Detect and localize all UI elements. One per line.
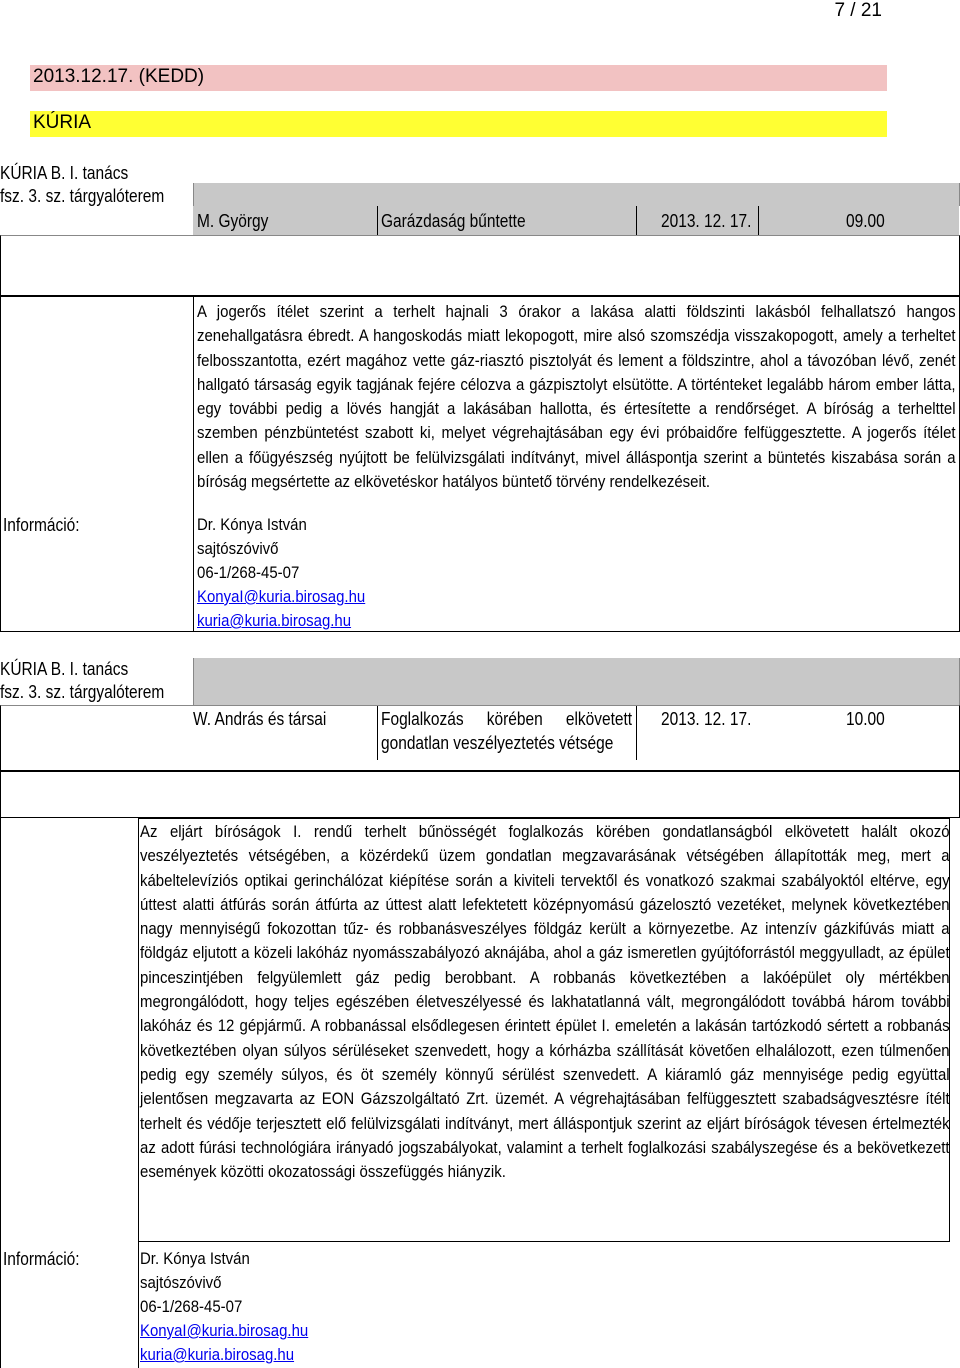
case-time: 09.00 <box>846 211 885 231</box>
case-date: 2013. 12. 17. <box>661 709 752 729</box>
contact-email-link[interactable]: KonyaI@kuria.birosag.hu <box>140 1321 309 1340</box>
case-room: fsz. 3. sz. tárgyalóterem <box>0 186 165 206</box>
divider <box>377 206 378 235</box>
case-defendant: M. György <box>197 211 269 231</box>
case-defendant: W. András és társai <box>193 709 327 729</box>
case-header-strip <box>193 658 960 706</box>
contact-email-link[interactable]: kuria@kuria.birosag.hu <box>197 611 352 630</box>
case-description <box>197 300 956 494</box>
case-paragraph: A jogerős ítélet szerint a terhelt hajnali 3 órakor a lakása alatti földszinti lakásból felhallatszó hangos zenehallgatásra ébredt. A hangoskodás miatt lekopogott, mire alsó szomszédja visszakopogott, amely a terheltet felbosszantotta, ezért magához vette gáz-riasztó pisztolyát és lement a földszintre, ahol a távozóban lévő, zenét hallgató társaság egyik tagjának fejére célozva a gázpisztolyt elsütötte. A történteket legalább három ember látta, egy további pedig a lövés hangját a lakásában hallotta, és értesítette a rendőrséget. A bíróság a terhelttel szemben pénzbüntetést szabott ki, melyet végrehajtásában egy évi próbaidőre felfüggesztette. A jogerős ítélet ellen a főügyészség nyújtott be felülvizsgálati indítványt, mivel álláspontja szerint a büntetés kiszabása során a bíróság megsértette az elkövetéskor hatályos büntető törvény rendelkezéseit. <box>197 302 956 492</box>
contact-role: sajtószóvivő <box>140 1273 222 1292</box>
case-charge-line2: gondatlan veszélyeztetés vétsége <box>381 733 614 753</box>
contact-email-link[interactable]: KonyaI@kuria.birosag.hu <box>197 587 366 606</box>
case-court: KÚRIA B. I. tanács <box>0 659 129 679</box>
divider <box>138 1242 139 1368</box>
info-label: Információ: <box>3 515 80 535</box>
case-charge: Foglalkozás körében elkövetett <box>381 709 633 729</box>
contact-email-link[interactable]: kuria@kuria.birosag.hu <box>140 1345 295 1364</box>
contact-block <box>140 1247 308 1367</box>
contact-name: Dr. Kónya István <box>140 1249 250 1268</box>
contact-block <box>197 513 365 633</box>
case-paragraph: Az eljárt bíróságok I. rendű terhelt bűnösségét foglalkozás körében gondatlanságból elkövetett halált okozó veszélyeztetés vétségében, a közérdekű üzem gondatlan megzavarásának vétségében állapították meg, mert a kábeltelevíziós optikai gerinchálózat kiépítése során a kiviteli tervektől és vonatkozó szakmai szabályoktól eltérve, egy úttest alatti átfúrás során átfúrta az úttest alatt lefektetett középnyomású gázelosztó vezetéket, melynek következtében nagy mennyiségű fokozottan tűz- és robbanásveszélyes földgáz került a környezetbe. Az intenzív gázkifúvás miatt a földgáz eljutott a közeli lakóház nyomásszabályozó aknájába, ahol a gáz ismeretlen gyújtóforrástól meggyulladt, az épület pinceszintjében felgyülemlett gáz pedig berobbant. A robbanás következtében a lakóépület oly mértékben megrongálódott, hogy teljes egészében életveszélyessé és lakhatatlanná vált, megrongálódott továbbá három további lakóház és 12 gépjármű. A robbanással elsődlegesen érintett épület I. emeletén a lakásán tartózkodó sértett a robbanás következtében olyan súlyos sérüléseket szenvedett, hogy a kórházba szállítását követően elhalálozott, ezen túlmenően pedig egy személy súlyos, és öt személy könnyű sérülést szenvedett. A kiáramló gáz mennyisége pedig együttal jelentősen megzavarta az EON Gázszolgáltató Zrt. üzemét. A végrehajtásában felfüggesztett szabadságvesztésre ítélt terhelt és védője terjesztett elő felülvizsgálati indítványt, mert álláspontjuk szerint az eljárt bíróságok tévesen értelmezték az adott fúrási technológiára irányadó jogszabályokat, valamint a terhelt foglalkozási szabályszegése és a bekövetkezett események közötti okozatossági összefüggés hiányzik. <box>140 822 950 1182</box>
contact-phone: 06-1/268-45-07 <box>140 1297 243 1316</box>
divider <box>636 706 637 760</box>
divider <box>0 818 1 1368</box>
info-label: Információ: <box>3 1249 80 1269</box>
case-header-strip <box>193 183 960 206</box>
case-date: 2013. 12. 17. <box>661 211 752 231</box>
contact-name: Dr. Kónya István <box>197 515 307 534</box>
divider <box>193 296 194 632</box>
case-room: fsz. 3. sz. tárgyalóterem <box>0 682 165 702</box>
case-charge: Garázdaság bűntette <box>381 211 526 231</box>
case-info-row <box>193 206 959 235</box>
case-description <box>140 820 950 1184</box>
divider <box>377 706 378 760</box>
page-number: 7 / 21 <box>834 0 882 21</box>
spacer-row <box>0 771 960 818</box>
court-header-bar <box>30 111 887 137</box>
divider <box>758 206 759 235</box>
contact-role: sajtószóvivő <box>197 539 279 558</box>
date-header: 2013.12.17. (KEDD) <box>33 66 205 87</box>
case-court: KÚRIA B. I. tanács <box>0 163 129 183</box>
divider <box>636 206 637 235</box>
case-time: 10.00 <box>846 709 885 729</box>
court-header: KÚRIA <box>33 112 92 133</box>
spacer-row <box>0 235 960 296</box>
contact-phone: 06-1/268-45-07 <box>197 563 300 582</box>
